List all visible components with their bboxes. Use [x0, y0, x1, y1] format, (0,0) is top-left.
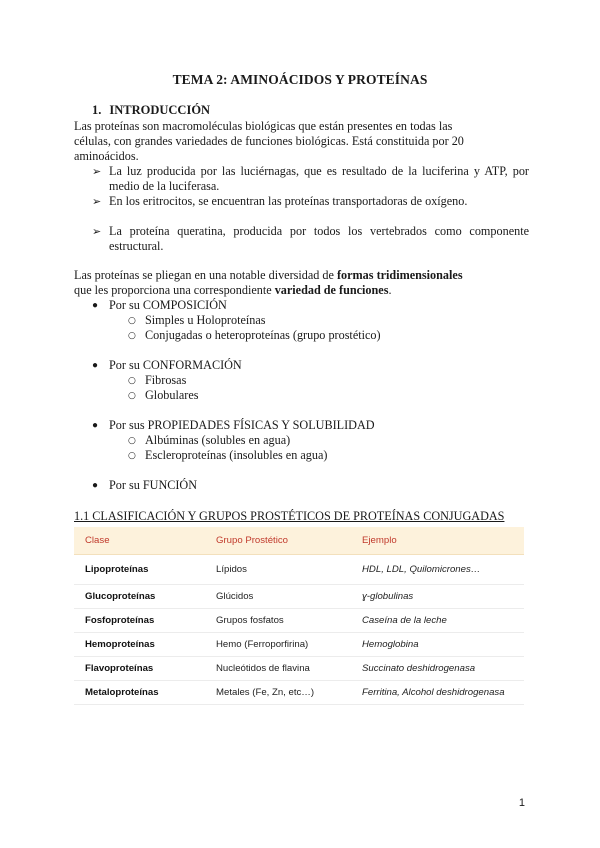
table-row [74, 657, 524, 681]
circle-bullet-icon: ○ [128, 451, 136, 461]
table-row [74, 609, 524, 633]
cell-clase: Hemoproteínas [74, 633, 205, 657]
classification-item-1 [92, 298, 227, 314]
cell-clase: Glucoproteínas [74, 585, 205, 609]
table-row [74, 681, 524, 705]
page-number: 1 [518, 797, 525, 809]
bullet-dot-icon: ● [92, 360, 99, 371]
para2-line-1 [74, 268, 463, 283]
page-title: TEMA 2: AMINOÁCIDOS Y PROTEÍNAS [172, 72, 428, 87]
header-clase: Clase [74, 527, 205, 555]
circle-bullet-icon: ○ [128, 376, 136, 386]
example-item-3 [92, 224, 529, 254]
classification-label: Por su COMPOSICIÓN [109, 298, 227, 312]
cell-ejemplo: HDL, LDL, Quilomicrones… [351, 555, 524, 585]
subitem-text: Escleroproteínas (insolubles en agua) [145, 448, 328, 462]
section-heading-intro [92, 103, 210, 118]
cell-grupo: Glúcidos [205, 585, 351, 609]
arrow-bullet-icon: ➢ [92, 225, 102, 238]
example-text: La luz producida por las luciérnagas, que es resultado de la luciferina y ATP, por medio de la luciferasa. [109, 164, 529, 193]
circle-bullet-icon: ○ [128, 391, 136, 401]
cell-ejemplo: Hemoglobina [351, 633, 524, 657]
example-item-2 [92, 194, 529, 209]
cell-grupo: Metales (Fe, Zn, etc…) [205, 681, 351, 705]
classification-label: Por su CONFORMACIÓN [109, 358, 242, 372]
bullet-dot-icon: ● [92, 300, 99, 311]
circle-bullet-icon: ○ [128, 331, 136, 341]
cell-ejemplo: Caseína de la leche [351, 609, 524, 633]
cell-grupo: Grupos fosfatos [205, 609, 351, 633]
cell-clase: Lipoproteínas [74, 555, 205, 585]
classification-item-4 [92, 478, 197, 494]
intro-line-2: células, con grandes variedades de funciones biológicas. Está constituida por 20 [74, 134, 464, 148]
cell-clase: Flavoproteínas [74, 657, 205, 681]
section-number: 1. [92, 103, 102, 117]
arrow-bullet-icon: ➢ [92, 165, 102, 178]
header-ejemplo: Ejemplo [351, 527, 524, 555]
subitem-text: Simples u Holoproteínas [145, 313, 266, 327]
para2-text: Las proteínas se pliegan en una notable diversidad de [74, 268, 337, 282]
classification-subitem [128, 388, 198, 405]
subitem-text: Albúminas (solubles en agua) [145, 433, 291, 447]
cell-ejemplo: Ferritina, Alcohol deshidrogenasa [351, 681, 524, 705]
classification-label: Por sus PROPIEDADES FÍSICAS Y SOLUBILIDAD [109, 418, 375, 432]
cell-ejemplo: ɣ-globulinas [351, 585, 524, 609]
example-item-1 [92, 164, 529, 194]
classification-label: Por su FUNCIÓN [109, 478, 198, 492]
table-row [74, 585, 524, 609]
para2-bold-text: variedad de funciones [274, 283, 389, 297]
cell-grupo: Lípidos [205, 555, 351, 585]
intro-line-3: aminoácidos. [74, 149, 139, 163]
classification-item-2 [92, 358, 242, 374]
para2-bold-text: formas tridimensionales [336, 268, 463, 282]
table-row [74, 633, 524, 657]
subitem-text: Conjugadas o heteroproteínas (grupo prostético) [145, 328, 381, 342]
example-text: En los eritrocitos, se encuentran las proteínas transportadoras de oxígeno. [109, 194, 468, 208]
para2-line-2 [74, 283, 392, 298]
classification-subitem [128, 328, 381, 345]
section-heading-text: INTRODUCCIÓN [109, 103, 211, 117]
para2-text: . [388, 283, 392, 297]
arrow-bullet-icon: ➢ [92, 195, 102, 208]
circle-bullet-icon: ○ [128, 436, 136, 446]
cell-grupo: Hemo (Ferroporfirina) [205, 633, 351, 657]
classification-subitem [128, 448, 327, 465]
cell-grupo: Nucleótidos de flavina [205, 657, 351, 681]
classification-item-3 [92, 418, 375, 434]
cell-ejemplo: Succinato deshidrogenasa [351, 657, 524, 681]
section-heading-1-1: 1.1 CLASIFICACIÓN Y GRUPOS PROSTÉTICOS DE PROTEÍNAS CONJUGADAS [74, 509, 505, 523]
table-header-row [74, 527, 524, 555]
cell-clase: Metaloproteínas [74, 681, 205, 705]
subitem-text: Globulares [145, 388, 199, 402]
cell-clase: Fosfoproteínas [74, 609, 205, 633]
header-grupo-prostetico: Grupo Prostético [205, 527, 351, 555]
bullet-dot-icon: ● [92, 420, 99, 431]
conjugated-proteins-table [74, 527, 524, 705]
table-row [74, 555, 524, 585]
intro-line-1: Las proteínas son macromoléculas biológicas que están presentes en todas las [74, 119, 453, 133]
example-text: La proteína queratina, producida por todos los vertebrados como componente estructural. [109, 224, 529, 253]
para2-text: que les proporciona una correspondiente [74, 283, 275, 297]
bullet-dot-icon: ● [92, 480, 99, 491]
subitem-text: Fibrosas [145, 373, 187, 387]
circle-bullet-icon: ○ [128, 316, 136, 326]
